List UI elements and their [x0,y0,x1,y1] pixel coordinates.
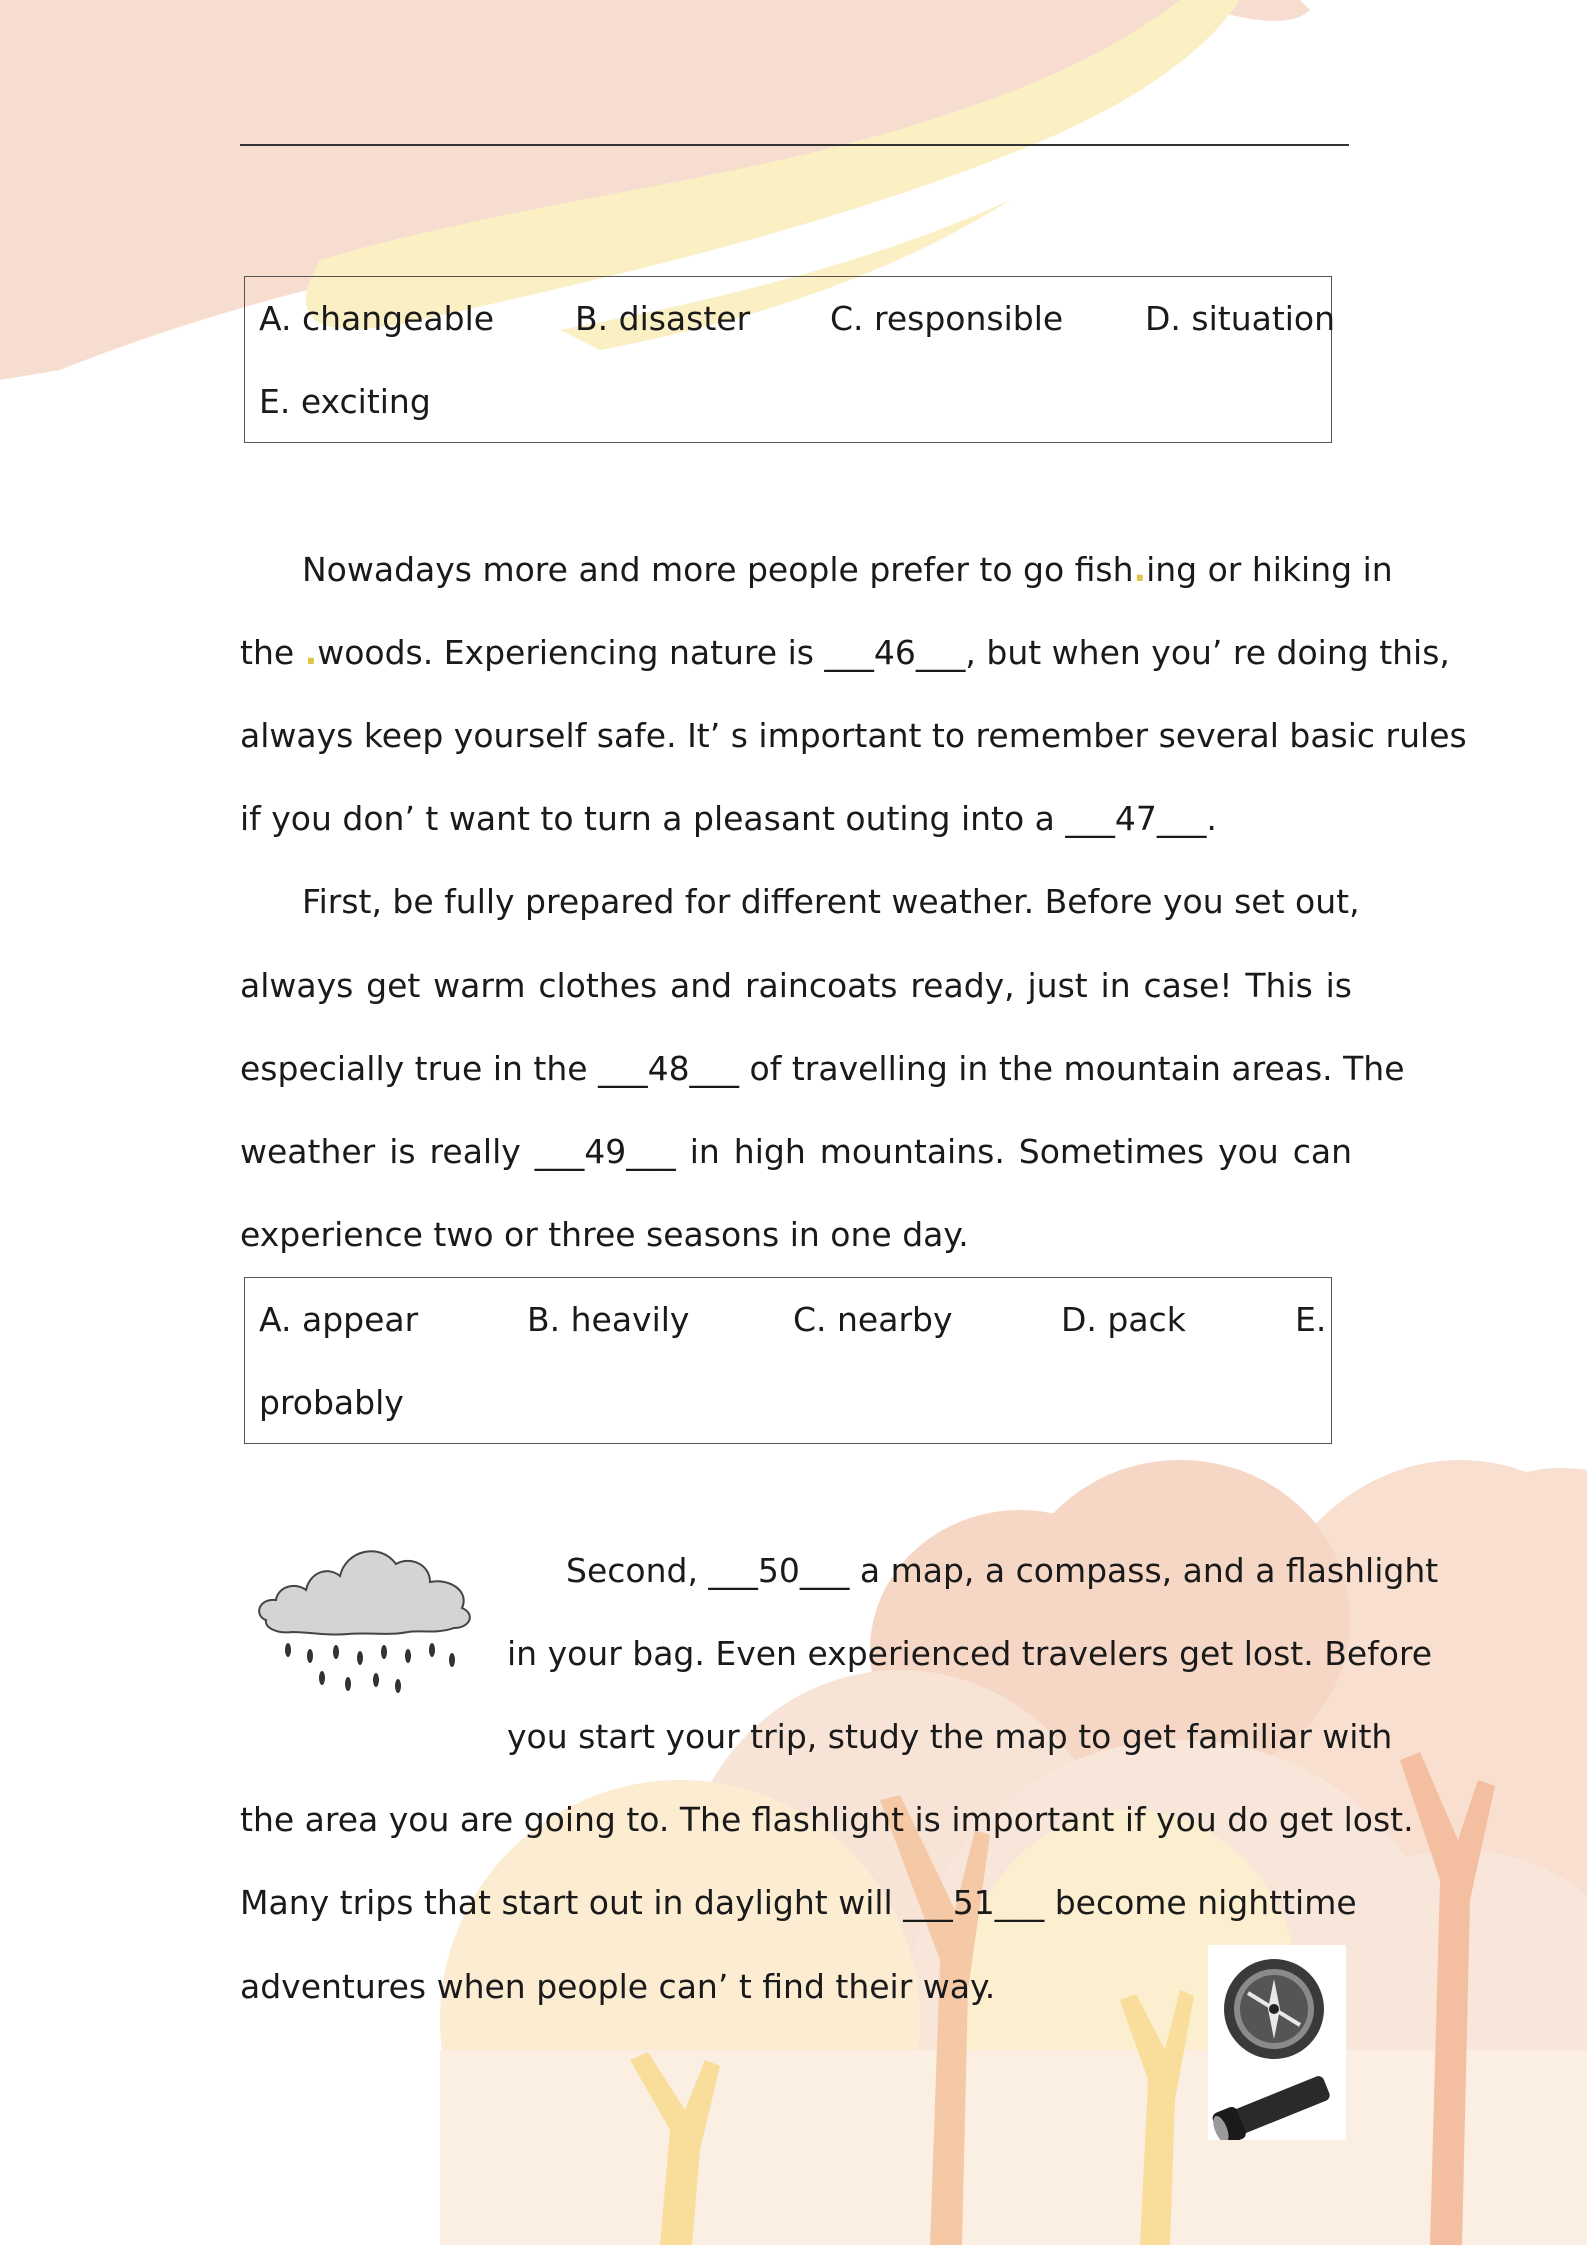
para3-line2: in your bag. Even experienced travelers get lost. Before [507,1634,1433,1673]
rain-cloud-icon [248,1528,484,1700]
option-c: C. responsible [830,299,1064,338]
para3-line1: Second, ___50___ a map, a compass, and a flashlight [566,1551,1439,1590]
para1-line4: if you don’ t want to turn a pleasant outing into a ___47___. [240,799,1217,838]
option-b: B. disaster [575,299,751,338]
para2-line1: First, be fully prepared for different weather. Before you set out, [302,882,1360,921]
para1-line2: the .woods. Experiencing nature is ___46___, but when you’ re doing this, [240,633,1450,672]
para2-line5: experience two or three seasons in one day. [240,1215,969,1254]
option-d: D. situation [1145,299,1336,338]
para3-line6: adventures when people can’ t find their way. [240,1967,996,2006]
option-c: C. nearby [793,1300,953,1339]
option-d: D. pack [1061,1300,1186,1339]
highlight-dot: . [1133,550,1147,589]
para1-line1: Nowadays more and more people prefer to go fish.ing or hiking in [302,550,1393,589]
word-bank-box-2 [244,1277,1332,1444]
option-a: A. changeable [259,299,495,338]
compass-flashlight-icon [1208,1945,1346,2140]
option-e-word: probably [259,1383,404,1422]
word-bank-box-1 [244,276,1336,443]
option-e: E. [1295,1300,1327,1339]
option-b: B. heavily [527,1300,690,1339]
highlight-dot: . [304,633,318,672]
para2-line2: always get warm clothes and raincoats ready, just in case! This is [240,966,1352,1005]
para2-line4: weather is really ___49___ in high mountains. Sometimes you can [240,1132,1352,1171]
para3-line4: the area you are going to. The flashlight is important if you do get lost. [240,1800,1414,1839]
option-e: E. exciting [259,382,431,421]
option-a: A. appear [259,1300,419,1339]
para3-line3: you start your trip, study the map to get familiar with [507,1717,1393,1756]
para3-line5: Many trips that start out in daylight will ___51___ become nighttime [240,1883,1357,1922]
para1-line3: always keep yourself safe. It’ s important to remember several basic rules [240,716,1467,755]
para2-line3: especially true in the ___48___ of travelling in the mountain areas. The [240,1049,1405,1088]
header-rule [240,144,1349,146]
